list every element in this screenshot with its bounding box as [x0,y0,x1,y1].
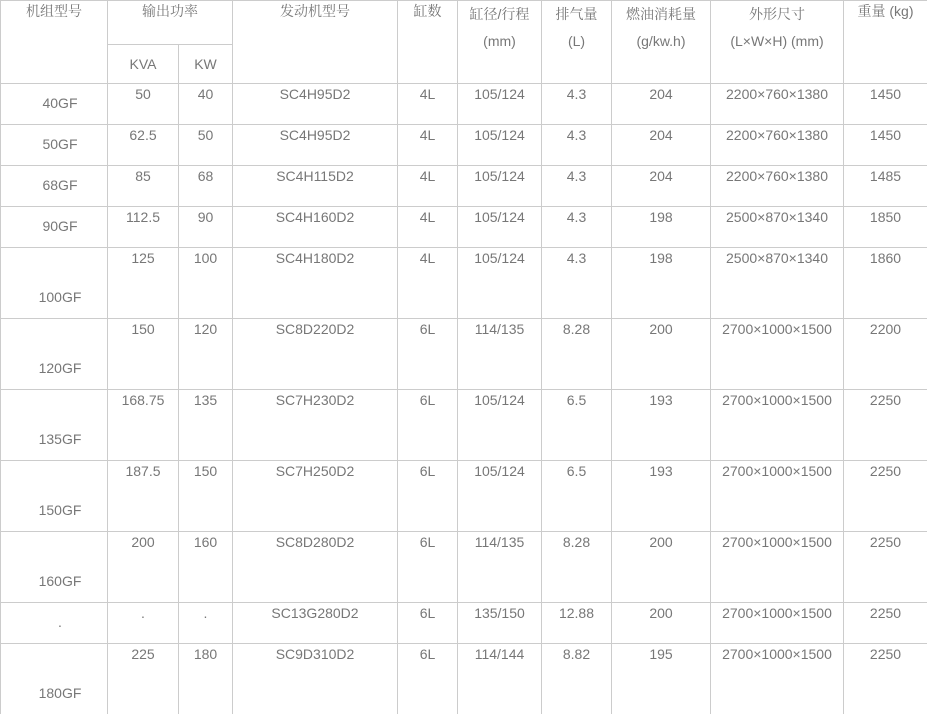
engine-cell: SC4H160D2 [233,207,398,248]
cylinders-cell: 4L [398,207,458,248]
weight-cell: 1485 [844,166,927,207]
table-row [1,461,927,532]
kw-cell: 100 [179,248,233,319]
model-cell: . [1,603,108,644]
table-row [1,166,927,207]
bore-stroke-cell: 105/124 [458,207,542,248]
bore-stroke-cell: 114/135 [458,319,542,390]
kva-cell: 225 [108,644,179,714]
weight-cell: 2250 [844,532,927,603]
fuel-cell: 193 [612,390,711,461]
fuel-cell: 193 [612,461,711,532]
fuel-cell: 195 [612,644,711,714]
header-displacement-label: 排气量 [555,6,598,22]
fuel-cell: 204 [612,125,711,166]
weight-cell: 1850 [844,207,927,248]
engine-cell: SC8D280D2 [233,532,398,603]
weight-cell: 1450 [844,84,927,125]
displacement-cell: 12.88 [542,603,612,644]
engine-cell: SC13G280D2 [233,603,398,644]
displacement-cell: 4.3 [542,207,612,248]
model-cell: 120GF [1,319,108,390]
dimensions-cell: 2200×760×1380 [711,166,844,207]
header-kva: KVA [108,45,179,84]
bore-stroke-cell: 135/150 [458,603,542,644]
header-row-main [1,1,927,45]
model-cell: 135GF [1,390,108,461]
table-row [1,84,927,125]
kw-cell: 40 [179,84,233,125]
kw-cell: 160 [179,532,233,603]
model-cell: 40GF [1,84,108,125]
model-cell: 160GF [1,532,108,603]
dimensions-cell: 2700×1000×1500 [711,390,844,461]
header-weight: 重量 (kg) [844,1,927,84]
kw-cell: 68 [179,166,233,207]
bore-stroke-cell: 105/124 [458,461,542,532]
cylinders-cell: 6L [398,644,458,714]
table-row [1,248,927,319]
model-cell: 50GF [1,125,108,166]
displacement-cell: 4.3 [542,248,612,319]
header-displacement-unit: (L) [567,33,586,49]
fuel-cell: 200 [612,532,711,603]
cylinders-cell: 4L [398,248,458,319]
table-row [1,532,927,603]
fuel-cell: 198 [612,248,711,319]
header-model: 机组型号 [1,1,108,84]
kw-cell: 135 [179,390,233,461]
header-dimensions-unit: (L×W×H) (mm) [730,33,824,49]
model-cell: 90GF [1,207,108,248]
kva-cell: 150 [108,319,179,390]
kva-cell: 85 [108,166,179,207]
header-dimensions [711,1,844,84]
weight-cell: 2250 [844,390,927,461]
header-fuel-consumption [612,1,711,84]
dimensions-cell: 2700×1000×1500 [711,644,844,714]
kva-cell: 168.75 [108,390,179,461]
bore-stroke-cell: 114/144 [458,644,542,714]
cylinders-cell: 6L [398,461,458,532]
fuel-cell: 200 [612,319,711,390]
table-row [1,603,927,644]
header-dimensions-label: 外形尺寸 [749,6,805,22]
cylinders-cell: 6L [398,532,458,603]
weight-cell: 2250 [844,603,927,644]
kw-cell: 120 [179,319,233,390]
table-row [1,207,927,248]
kw-cell: 50 [179,125,233,166]
bore-stroke-cell: 105/124 [458,166,542,207]
weight-cell: 1450 [844,125,927,166]
kw-cell: 150 [179,461,233,532]
bore-stroke-cell: 105/124 [458,248,542,319]
model-cell: 100GF [1,248,108,319]
engine-cell: SC4H95D2 [233,125,398,166]
fuel-cell: 204 [612,84,711,125]
cylinders-cell: 4L [398,166,458,207]
table-row [1,390,927,461]
fuel-cell: 204 [612,166,711,207]
header-engine-model: 发动机型号 [233,1,398,84]
displacement-cell: 8.28 [542,532,612,603]
displacement-cell: 4.3 [542,166,612,207]
kva-cell: 187.5 [108,461,179,532]
header-displacement [542,1,612,84]
header-fuel-unit: (g/kw.h) [636,33,686,49]
bore-stroke-cell: 105/124 [458,390,542,461]
displacement-cell: 6.5 [542,390,612,461]
engine-cell: SC7H250D2 [233,461,398,532]
header-bore-stroke-label: 缸径/行程 [469,6,530,22]
spec-table-body [1,84,927,714]
kw-cell: 180 [179,644,233,714]
bore-stroke-cell: 105/124 [458,84,542,125]
header-cylinders: 缸数 [398,1,458,84]
engine-cell: SC4H95D2 [233,84,398,125]
cylinders-cell: 6L [398,603,458,644]
bore-stroke-cell: 105/124 [458,125,542,166]
model-cell: 68GF [1,166,108,207]
dimensions-cell: 2700×1000×1500 [711,319,844,390]
engine-cell: SC4H115D2 [233,166,398,207]
engine-cell: SC4H180D2 [233,248,398,319]
cylinders-cell: 6L [398,390,458,461]
dimensions-cell: 2700×1000×1500 [711,461,844,532]
header-kw: KW [179,45,233,84]
dimensions-cell: 2200×760×1380 [711,125,844,166]
displacement-cell: 8.82 [542,644,612,714]
engine-cell: SC7H230D2 [233,390,398,461]
cylinders-cell: 4L [398,125,458,166]
model-cell: 180GF [1,644,108,714]
bore-stroke-cell: 114/135 [458,532,542,603]
kva-cell: . [108,603,179,644]
fuel-cell: 200 [612,603,711,644]
kva-cell: 112.5 [108,207,179,248]
engine-cell: SC8D220D2 [233,319,398,390]
kva-cell: 125 [108,248,179,319]
kw-cell: . [179,603,233,644]
dimensions-cell: 2500×870×1340 [711,248,844,319]
table-row [1,644,927,714]
dimensions-cell: 2700×1000×1500 [711,603,844,644]
table-header [1,1,927,84]
kw-cell: 90 [179,207,233,248]
displacement-cell: 8.28 [542,319,612,390]
dimensions-cell: 2700×1000×1500 [711,532,844,603]
cylinders-cell: 4L [398,84,458,125]
displacement-cell: 6.5 [542,461,612,532]
header-bore-stroke-unit: (mm) [483,33,516,49]
dimensions-cell: 2500×870×1340 [711,207,844,248]
weight-cell: 1860 [844,248,927,319]
dimensions-cell: 2200×760×1380 [711,84,844,125]
engine-cell: SC9D310D2 [233,644,398,714]
kva-cell: 200 [108,532,179,603]
header-output-power: 输出功率 [108,1,233,45]
cylinders-cell: 6L [398,319,458,390]
weight-cell: 2200 [844,319,927,390]
kva-cell: 50 [108,84,179,125]
fuel-cell: 198 [612,207,711,248]
kva-cell: 62.5 [108,125,179,166]
model-cell: 150GF [1,461,108,532]
header-fuel-label: 燃油消耗量 [626,6,696,22]
weight-cell: 2250 [844,461,927,532]
weight-cell: 2250 [844,644,927,714]
displacement-cell: 4.3 [542,84,612,125]
displacement-cell: 4.3 [542,125,612,166]
table-row [1,125,927,166]
table-row [1,319,927,390]
header-bore-stroke [458,1,542,84]
